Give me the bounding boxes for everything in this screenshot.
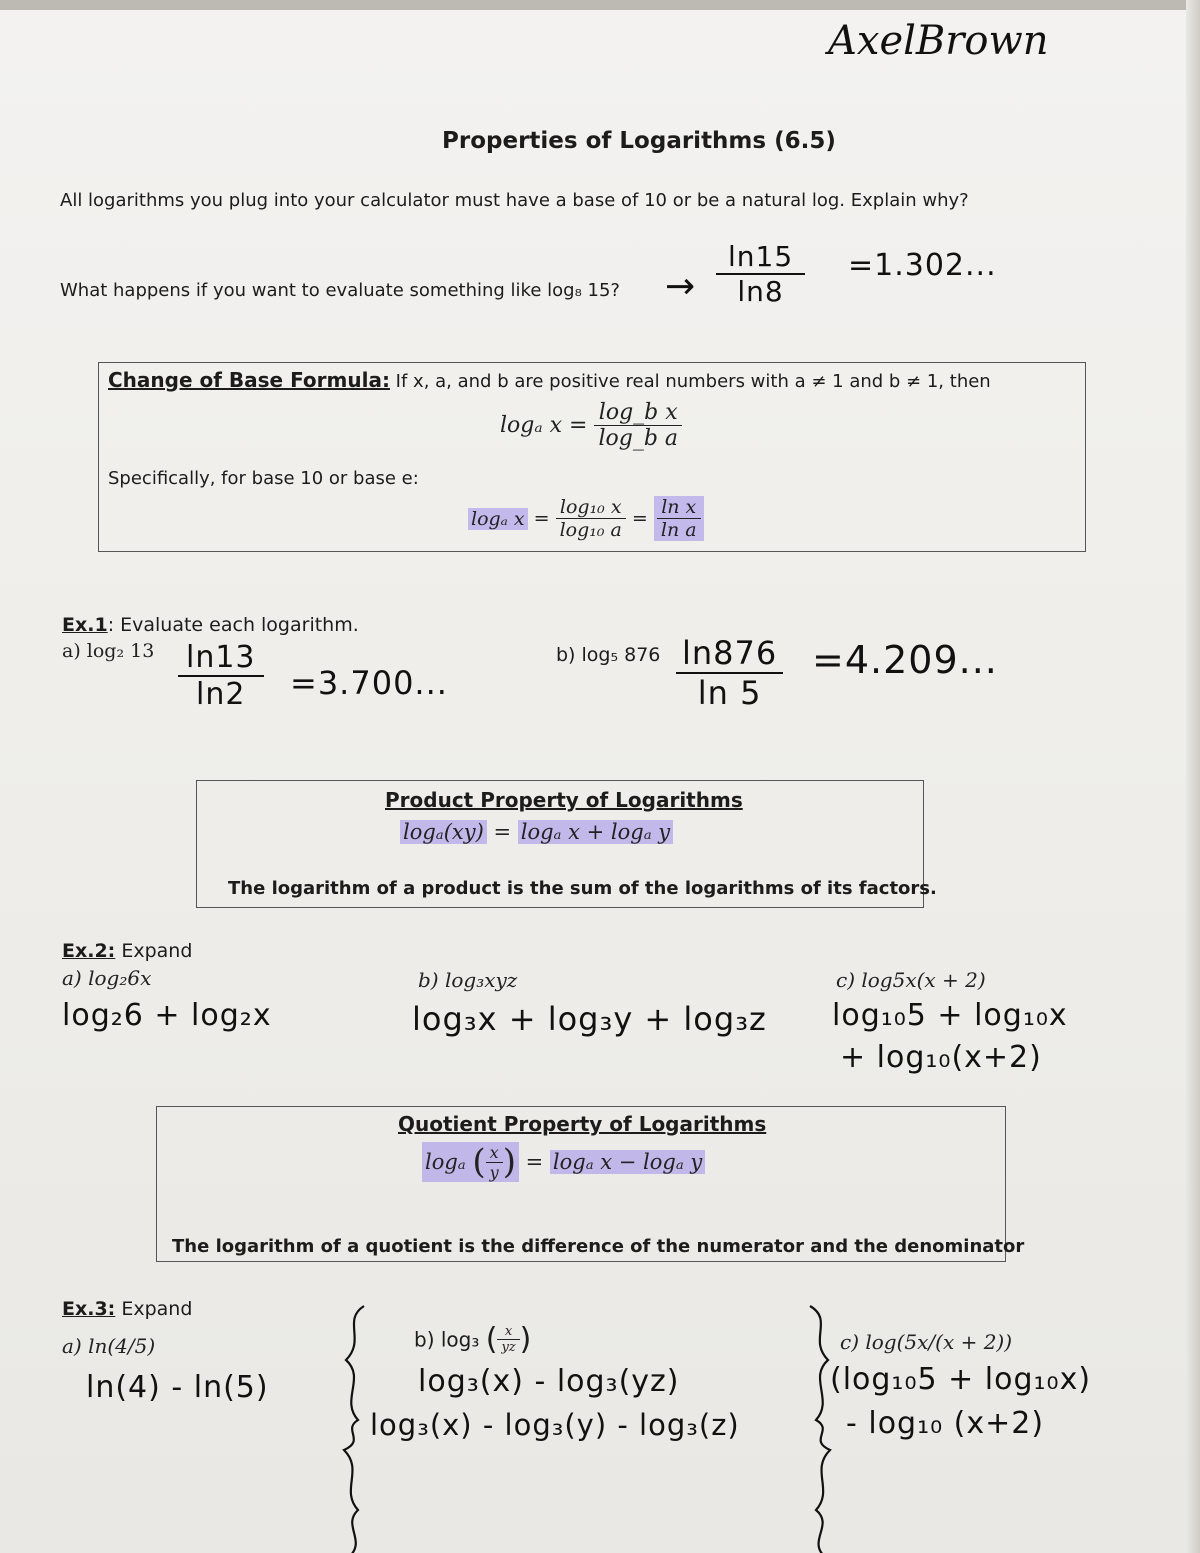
quotient-heading: Quotient Property of Logarithms: [398, 1112, 767, 1136]
product-description: The logarithm of a product is the sum of the logarithms of its factors.: [228, 878, 937, 899]
product-heading: Product Property of Logarithms: [385, 788, 743, 812]
quotient-lhs-den: y: [489, 1162, 499, 1182]
ex1-b-fraction: [676, 634, 783, 712]
ex2-heading: Ex.2:: [62, 940, 116, 962]
quotient-lhs-fraction: [486, 1143, 503, 1182]
formula-fraction: [594, 400, 682, 451]
ex3-c-answer-line1: (log₁₀5 + log₁₀x): [830, 1362, 1092, 1397]
paper-top-edge: [0, 0, 1200, 10]
ex1-heading: Ex.1: [62, 614, 108, 636]
ex3-b-answer-line2: log₃(x) - log₃(y) - log₃(z): [370, 1408, 740, 1442]
ex1-a-answer: [178, 640, 264, 712]
intro-result: =1.302...: [848, 248, 997, 283]
intro-arrow: →: [665, 266, 697, 307]
ex3-heading-line: [62, 1298, 192, 1320]
product-lhs: logₐ(xy): [400, 820, 487, 844]
change-of-base-heading-line: [108, 368, 991, 392]
change-of-base-condition: If x, a, and b are positive real numbers with a ≠ 1 and b ≠ 1, then: [389, 371, 991, 392]
formula-den: log_b a: [598, 426, 679, 451]
spec-numln: ln x: [657, 496, 701, 519]
ex3-c-answer-line2: - log₁₀ (x+2): [846, 1406, 1045, 1441]
product-rhs: logₐ x + logₐ y: [518, 820, 673, 844]
ex1-a-result: =3.700...: [290, 664, 448, 702]
ex1-a-label: a) log₂ 13: [62, 640, 155, 662]
ex2-a-label: a) log₂6x: [62, 966, 152, 990]
specific-base-label: Specifically, for base 10 or base e:: [108, 468, 419, 489]
ex3-heading: Ex.3:: [62, 1298, 116, 1320]
ex3-brace-right: [800, 1300, 840, 1553]
quotient-rhs: logₐ x − logₐ y: [550, 1150, 705, 1174]
ex1-heading-line: [62, 614, 359, 636]
spec-lhs: logₐ x: [468, 508, 528, 530]
change-of-base-formula: [500, 400, 682, 451]
quotient-eq: =: [518, 1150, 550, 1174]
ex1-b-num: ln876: [676, 634, 783, 674]
spec-fraction-10: [556, 496, 626, 541]
ex2-heading-rest: Expand: [115, 940, 193, 962]
ex3-a-label: a) ln(4/5): [62, 1334, 156, 1358]
ex3-b-label-num: x: [497, 1324, 519, 1340]
intro-question: All logarithms you plug into your calculator must have a base of 10 or be a natural log. Explain why?: [60, 190, 969, 211]
intro-fraction-den: ln8: [737, 275, 784, 308]
ex1-b-den: ln 5: [697, 674, 762, 712]
spec-den10: log₁₀ a: [559, 519, 622, 541]
page-title: Properties of Logarithms (6.5): [442, 128, 836, 154]
spec-eq2: =: [631, 507, 648, 530]
ex2-a-answer: log₂6 + log₂x: [62, 998, 272, 1033]
spec-denln: ln a: [660, 519, 697, 541]
ex1-heading-rest: : Evaluate each logarithm.: [107, 614, 359, 636]
product-eq: =: [486, 820, 518, 844]
ex2-b-label: b) log₃xyz: [418, 968, 518, 992]
ex1-a-fraction: [178, 640, 264, 712]
ex1-b-label: b) log₅ 876: [556, 644, 661, 666]
quotient-formula: [422, 1142, 705, 1182]
ex3-b-label-den: yz: [501, 1340, 516, 1355]
intro-fraction-num: ln15: [716, 240, 805, 275]
ex3-a-answer: ln(4) - ln(5): [86, 1370, 269, 1405]
ex2-b-answer: log₃x + log₃y + log₃z: [412, 1000, 767, 1038]
student-signature: AxelBrown: [828, 18, 1049, 64]
intro-what-happens: What happens if you want to evaluate something like log₈ 15?: [60, 280, 620, 301]
ex1-a-den: ln2: [196, 677, 246, 712]
formula-lhs: logₐ x =: [500, 413, 588, 438]
ex2-c-answer-line1: log₁₀5 + log₁₀x: [832, 998, 1068, 1033]
ex1-b-answer: [676, 634, 783, 712]
ex1-a-num: ln13: [178, 640, 264, 677]
ex2-c-label: c) log5x(x + 2): [836, 968, 986, 992]
spec-num10: log₁₀ x: [556, 496, 626, 519]
change-of-base-heading: Change of Base Formula:: [108, 368, 390, 392]
spec-eq1: =: [533, 507, 550, 530]
ex3-b-label-base: b) log₃: [414, 1327, 480, 1352]
intro-answer: [716, 240, 805, 308]
spec-fraction-ln: [654, 496, 704, 541]
ex2-heading-line: [62, 940, 192, 962]
ex3-c-label: c) log(5x/(x + 2)): [840, 1330, 1013, 1354]
quotient-lhs-num: x: [486, 1143, 503, 1163]
ex3-b-label: b) log₃ ( $\frac{x}{yz}$ ): [414, 1322, 532, 1357]
ex2-c-answer-line2: + log₁₀(x+2): [840, 1040, 1042, 1075]
specific-formula: [468, 496, 704, 541]
ex3-b-answer-line1: log₃(x) - log₃(yz): [418, 1364, 680, 1399]
formula-num: log_b x: [594, 400, 682, 426]
quotient-lhs-base: logₐ: [425, 1150, 466, 1174]
intro-fraction: [716, 240, 805, 308]
paper-right-edge: [1186, 0, 1200, 1553]
quotient-description: The logarithm of a quotient is the difference of the numerator and the denominator: [172, 1236, 1025, 1257]
ex3-heading-rest: Expand: [115, 1298, 193, 1320]
ex3-b-label-fraction: [497, 1324, 519, 1355]
ex1-b-result: =4.209...: [812, 638, 998, 682]
quotient-lhs: logₐ ( $\frac{x}{y}$ ): [422, 1142, 519, 1182]
product-formula: [400, 820, 673, 844]
